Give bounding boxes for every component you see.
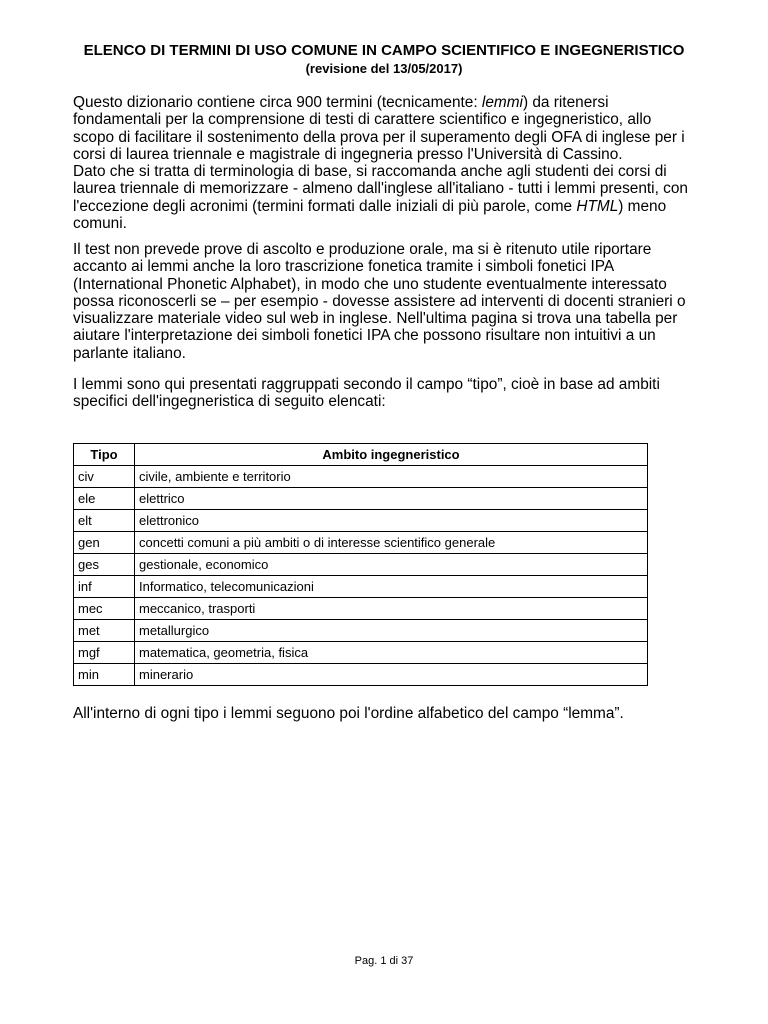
grouping-note-paragraph	[73, 376, 713, 411]
text-line: aiutare l'interpretazione dei simboli fonetici IPA che possono risultare non intuitivi a un	[73, 327, 656, 345]
text-line: Dato che si tratta di terminologia di base, si raccomanda anche agli studenti dei corsi di	[73, 163, 667, 181]
text-line	[73, 94, 713, 111]
text-segment: ) da ritenersi	[522, 94, 609, 111]
text-line: I lemmi sono qui presentati raggruppati secondo il campo “tipo”, cioè in base ad ambiti	[73, 376, 660, 393]
ambito-cell: civile, ambiente e territorio	[135, 466, 648, 488]
intro-paragraph	[73, 94, 713, 232]
tipo-cell: mec	[74, 598, 135, 620]
tipo-table	[73, 443, 648, 686]
emphasis-html: HTML	[576, 197, 619, 215]
ambito-cell: elettrico	[135, 488, 648, 510]
text-line: visualizzare materiale video sul web in inglese. Nell'ultima pagina si trova una tabella per	[73, 310, 678, 328]
text-segment: l'eccezione degli acronimi (termini formati dalle iniziali di più parole, come	[73, 197, 577, 215]
emphasis-lemmi: lemmi	[481, 94, 523, 111]
ambito-cell: elettronico	[135, 510, 648, 532]
table-row	[74, 664, 648, 686]
document-title: ELENCO DI TERMINI DI USO COMUNE IN CAMPO SCIENTIFICO E INGEGNERISTICO	[83, 42, 685, 59]
tipo-cell: civ	[74, 466, 135, 488]
text-segment: Questo dizionario contiene circa 900 termini (tecnicamente:	[73, 94, 482, 111]
test-note-paragraph	[73, 241, 713, 362]
page-number: Pag. 1 di 37	[354, 955, 414, 967]
table-row	[74, 510, 648, 532]
text-line: scopo di facilitare il sostenimento della prova per il superamento degli OFA di inglese per i	[73, 128, 685, 146]
table-row	[74, 576, 648, 598]
table-header-row	[74, 444, 648, 466]
table-row	[74, 532, 648, 554]
text-line: laurea triennale di memorizzare - almeno dall'inglese all'italiano - tutti i lemmi presenti, con	[73, 180, 688, 198]
text-line: All'interno di ogni tipo i lemmi seguono poi l'ordine alfabetico del campo “lemma”.	[73, 705, 624, 722]
ambito-cell: meccanico, trasporti	[135, 598, 648, 620]
table-row	[74, 620, 648, 642]
tipo-cell: met	[74, 620, 135, 642]
ambito-cell: concetti comuni a più ambiti o di interesse scientifico generale	[135, 532, 648, 554]
order-note-paragraph	[73, 705, 713, 722]
ambito-cell: minerario	[135, 664, 648, 686]
text-line: (International Phonetic Alphabet), in modo che uno studente eventualmente interessato	[73, 275, 667, 293]
table-row	[74, 642, 648, 664]
text-line: accanto ai lemmi anche la loro trascrizione fonetica tramite i simboli fonetici IPA	[73, 258, 615, 276]
tipo-cell: mgf	[74, 642, 135, 664]
table-row	[74, 598, 648, 620]
tipo-cell: ges	[74, 554, 135, 576]
tipo-cell: ele	[74, 488, 135, 510]
column-header-ambito: Ambito ingegneristico	[135, 444, 648, 466]
text-segment: ) meno	[618, 197, 667, 215]
tipo-cell: min	[74, 664, 135, 686]
text-line: Il test non prevede prove di ascolto e produzione orale, ma si è ritenuto utile riportare	[73, 241, 652, 258]
ambito-cell: matematica, geometria, fisica	[135, 642, 648, 664]
ambito-cell: Informatico, telecomunicazioni	[135, 576, 648, 598]
tipo-cell: gen	[74, 532, 135, 554]
text-line: parlante italiano.	[73, 344, 186, 362]
text-line: corsi di laurea triennale e magistrale di ingegneria presso l'Università di Cassino.	[73, 145, 623, 163]
text-line: comuni.	[73, 215, 127, 233]
ambito-cell: gestionale, economico	[135, 554, 648, 576]
table-row	[74, 466, 648, 488]
ambito-cell: metallurgico	[135, 620, 648, 642]
tipo-cell: inf	[74, 576, 135, 598]
revision-subtitle: (revisione del 13/05/2017)	[305, 61, 463, 76]
text-line: specifici dell'ingegneristica di seguito elencati:	[73, 393, 386, 411]
tipo-cell: elt	[74, 510, 135, 532]
text-line: possa riconoscerli se – per esempio - dovesse assistere ad interventi di docenti stranieri o	[73, 292, 686, 310]
column-header-tipo: Tipo	[74, 444, 135, 466]
text-line	[73, 198, 713, 215]
text-line: fondamentali per la comprensione di testi di carattere scientifico e ingegneristico, allo	[73, 111, 652, 129]
table-row	[74, 554, 648, 576]
table-row	[74, 488, 648, 510]
